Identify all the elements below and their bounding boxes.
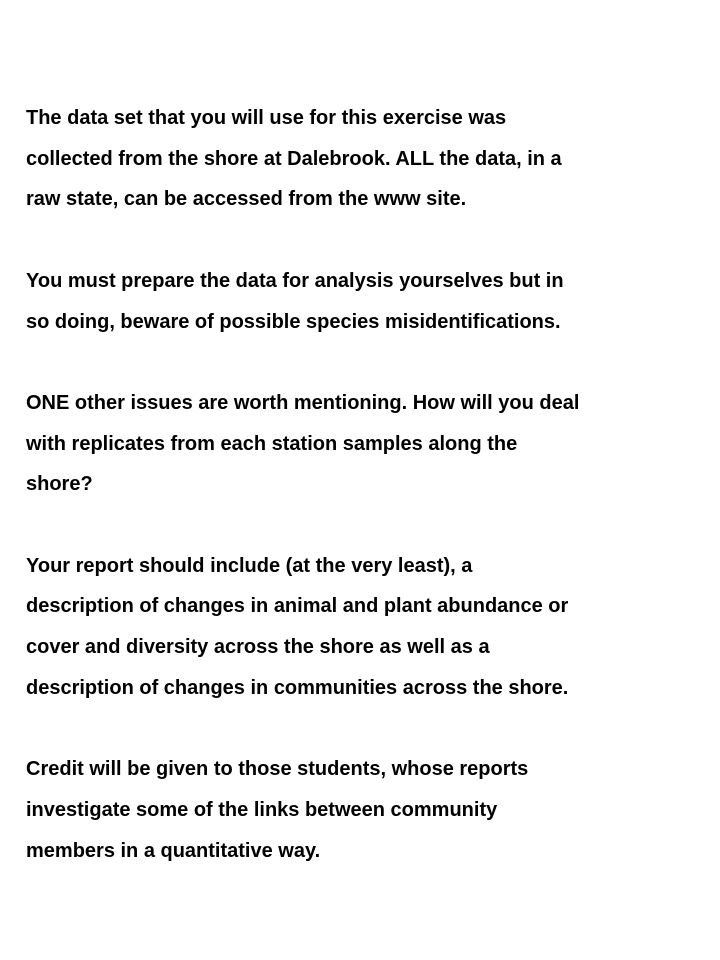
- text-line: collected from the shore at Dalebrook. ALL the data, in a: [26, 147, 562, 170]
- text-line: Your report should include (at the very least), a: [26, 554, 473, 577]
- document-body: [26, 98, 706, 912]
- paragraph-prepare-data: [26, 261, 706, 342]
- text-line: with replicates from each station samples along the: [26, 432, 518, 455]
- text-line: description of changes in animal and plant abundance or: [26, 595, 569, 618]
- text-line: investigate some of the links between community: [26, 798, 498, 821]
- paragraph-data-set: [26, 98, 706, 220]
- text-line: cover and diversity across the shore as well as a: [26, 636, 490, 659]
- text-line: raw state, can be accessed from the www site.: [26, 188, 467, 211]
- text-line: ONE other issues are worth mentioning. How will you deal: [26, 391, 580, 414]
- text-line: You must prepare the data for analysis yourselves but in: [26, 269, 564, 292]
- text-line: Credit will be given to those students, whose reports: [26, 758, 529, 781]
- paragraph-report-contents: [26, 546, 706, 709]
- paragraph-credit: [26, 749, 706, 871]
- paragraph-replicates: [26, 383, 706, 505]
- text-line: description of changes in communities across the shore.: [26, 676, 569, 699]
- text-line: members in a quantitative way.: [26, 839, 321, 862]
- text-line: so doing, beware of possible species misidentifications.: [26, 310, 561, 333]
- text-line: The data set that you will use for this exercise was: [26, 107, 507, 129]
- text-line: shore?: [26, 473, 93, 496]
